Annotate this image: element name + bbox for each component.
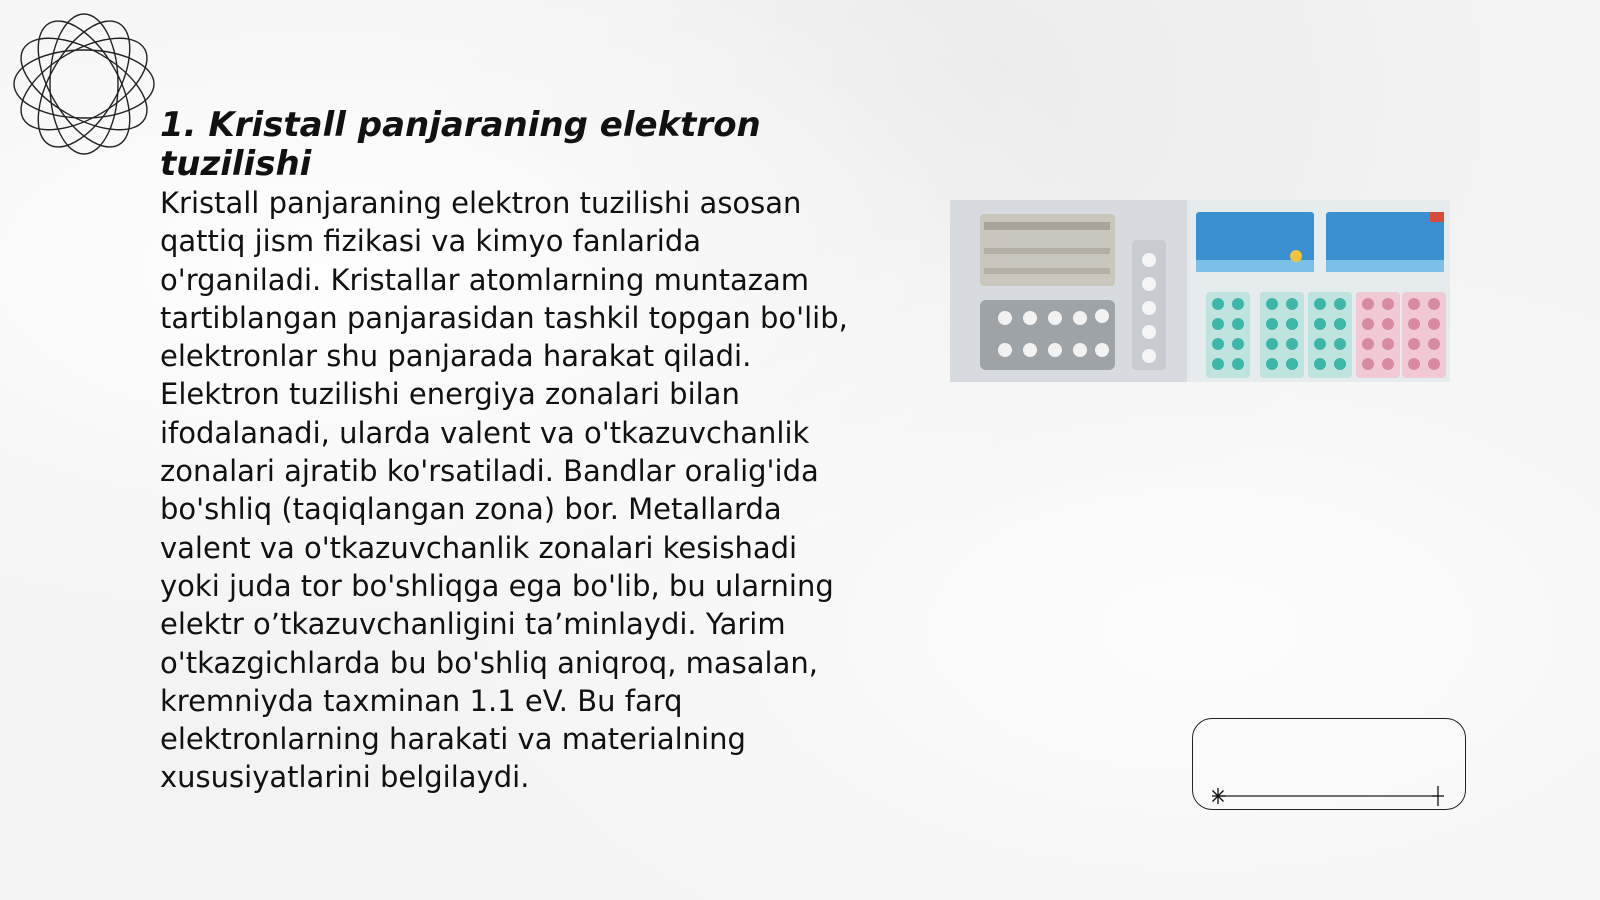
slide-title: 1. Kristall panjaraning elektron tuzilishi	[160, 105, 761, 184]
medicine-blister-photo	[950, 200, 1450, 382]
photo-left-panel	[950, 200, 1187, 382]
cross-star-icon	[1432, 786, 1444, 806]
slide-body-text: Kristall panjaraning elektron tuzilishi asosan qattiq jism fizikasi va kimyo fanlarida o'rganiladi. Kristallar atomlarning muntazam tartiblangan panjarasidan tashkil topgan bo'lib, elektronlar shu panjarada harakat qiladi. Elektron tuzilishi energiya zonalari bilan ifodalanadi, ularda valent va o'tkazuvchanlik zonalari ajratib ko'rsatiladi. Bandlar oralig'ida bo'shliq (taqiqlangan zona) bor. Metallarda valent va o'tkazuvchanlik zonalari kesishadi yoki juda tor bo'shliqga ega bo'lib, bu ularning elektr o’tkazuvchanligini ta’minlaydi. Yarim o'tkazgichlarda bu bo'shliq aniqroq, masalan, kremniyda taxminan 1.1 eV. Bu farq elektronlarning harakati va materialning xususiyatlarini belgilaydi.	[160, 186, 848, 795]
sparkle-icon	[1212, 788, 1226, 804]
decorative-progress-line	[1212, 786, 1444, 806]
photo-right-panel	[1190, 200, 1450, 382]
orbit-rings-icon	[10, 10, 158, 158]
